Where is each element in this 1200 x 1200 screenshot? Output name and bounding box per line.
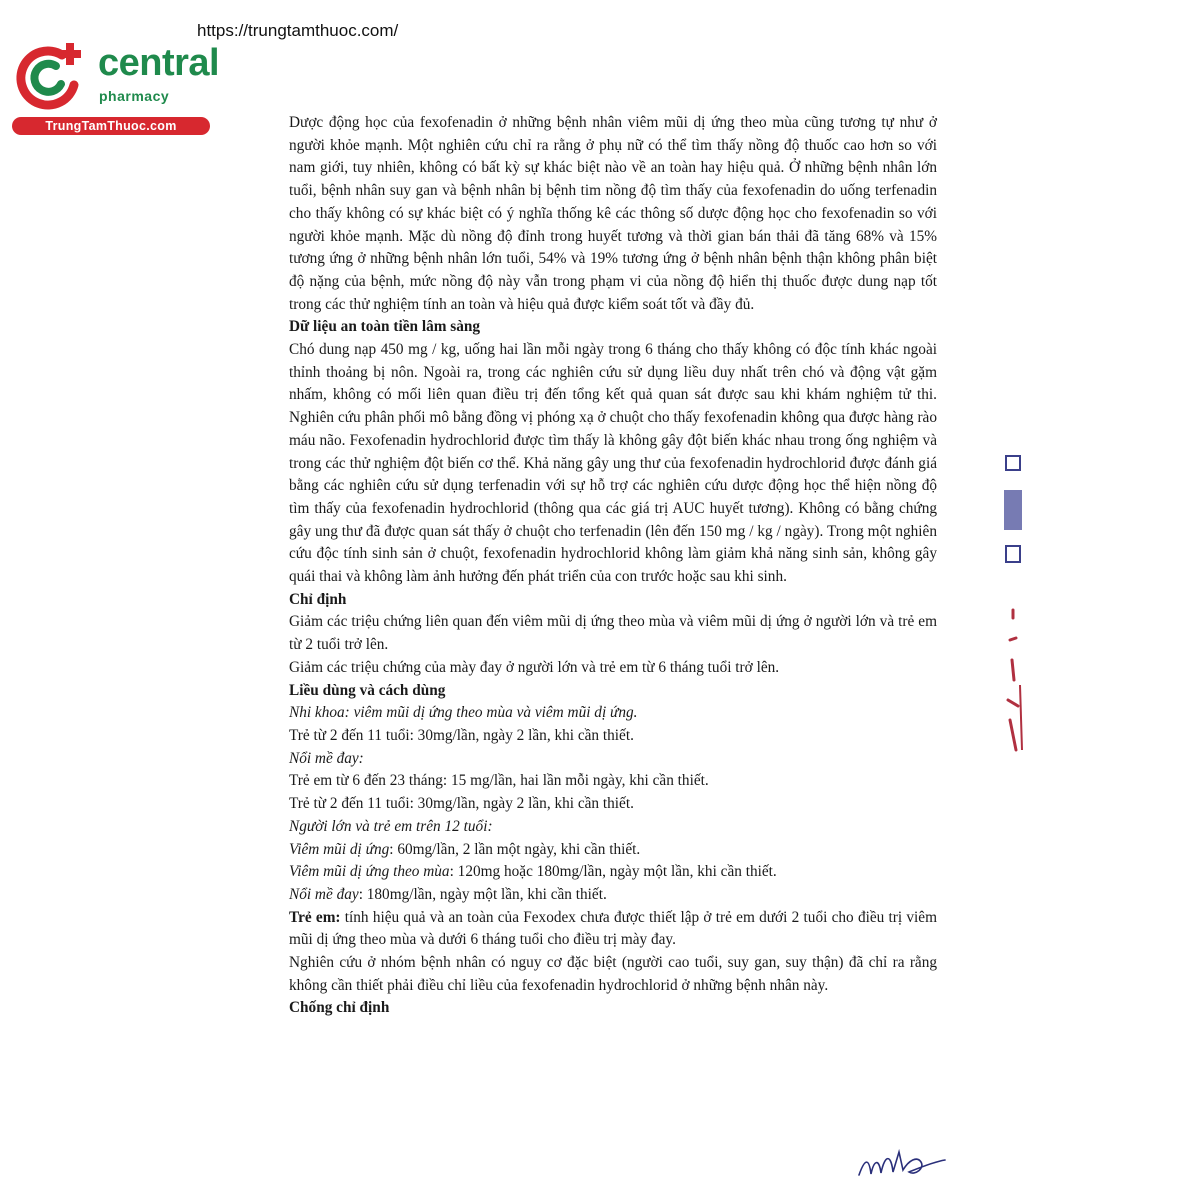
pharmacokinetics-paragraph: Dược động học của fexofenadin ở những bệnh nhân viêm mũi dị ứng theo mùa cũng tương tự như ở người khỏe mạnh. Một nghiên cứu chỉ ra rằng ở phụ nữ có thể tìm thấy nồng độ thuốc cao hơn so với nam giới, tuy nhiên, không có bất kỳ sự khác biệt nào về an toàn hay hiệu quả. Ở những bệnh nhân lớn tuổi, bệnh nhân suy gan và bệnh nhân bị bệnh tim nồng độ tìm thấy của fexofenadin do uống terfenadin cho thấy không có sự khác biệt có ý nghĩa thống kê các thông số dược động học cho fexofenadin so với người khỏe mạnh. Mặc dù nồng độ đỉnh trong huyết tương và thời gian bán thải đã tăng 68% và 15% tương ứng ở những bệnh nhân lớn tuổi, 54% và 19% tương ứng ở bệnh nhân bệnh thận không phân biệt độ nặng của bệnh, mức nồng độ này vẫn trong phạm vi của nồng độ hiển thị thuốc được dung nạp tốt trong các thử nghiệm tính an toàn và hiệu quả được kiểm soát tốt và đầy đủ. bbox=[289, 114, 937, 313]
source-url[interactable]: https://trungtamthuoc.com/ bbox=[197, 21, 399, 40]
children-note bbox=[289, 907, 937, 952]
brand-name: central bbox=[98, 42, 220, 84]
children-label: Trẻ em: bbox=[289, 908, 341, 926]
indication-item: Giảm các triệu chứng liên quan đến viêm mũi dị ứng theo mùa và viêm mũi dị ứng ở người lớn và trẻ em từ 2 tuổi trở lên. bbox=[289, 613, 937, 654]
dosage-heading: Liều dùng và cách dùng bbox=[289, 681, 446, 699]
dosage-line: Trẻ từ 2 đến 11 tuổi: 30mg/lần, ngày 2 lần, khi cần thiết. bbox=[289, 795, 634, 813]
brand-subtitle: pharmacy bbox=[99, 88, 170, 104]
children-text: tính hiệu quả và an toàn của Fexodex chưa được thiết lập ở trẻ em dưới 2 tuổi cho điều trị viêm mũi dị ứng theo mùa và dưới 6 tháng tuổi cho điều trị mày đay. bbox=[289, 908, 937, 949]
preclinical-paragraph: Chó dung nạp 450 mg / kg, uống hai lần mỗi ngày trong 6 tháng cho thấy không có độc tính khác ngoài thỉnh thoảng bị nôn. Ngoài ra, trong các nghiên cứu sử dụng liều duy nhất trên chó và động vật gặm nhấm, không có mối liên quan điều trị đến tổng kết quả quan sát được sau khi khám nghiệm tử thi. Nghiên cứu phân phối mô bằng đồng vị phóng xạ ở chuột cho thấy fexofenadin không qua được hàng rào máu não. Fexofenadin hydrochlorid được tìm thấy là không gây đột biến khác nhau trong ống nghiệm và trong các thử nghiệm đột biến cơ thể. Khả năng gây ung thư của fexofenadin hydrochlorid được đánh giá bằng các nghiên cứu sử dụng terfenadin với sự hỗ trợ các nghiên cứu dược động học thể hiện nồng độ tìm thấy của fexofenadin hydrochlorid (thông qua các giá trị AUC huyết tương). Không có bằng chứng gây ung thư đã được quan sát thấy ở chuột cho terfenadin (lên đến 150 mg / kg / ngày). Trong một nghiên cứu độc tính sinh sản ở chuột, fexofenadin hydrochlorid không làm giảm khả năng sinh sản, không gây quái thai và không làm ảnh hưởng đến phát triển của con trước hoặc sau khi sinh. bbox=[289, 341, 937, 586]
indication-item: Giảm các triệu chứng của mày đay ở người lớn và trẻ em từ 6 tháng tuổi trở lên. bbox=[289, 658, 780, 676]
dosage-line bbox=[289, 884, 937, 907]
dosage-value: : 180mg/lần, ngày một lần, khi cần thiết. bbox=[358, 885, 607, 903]
dosage-value: : 120mg hoặc 180mg/lần, ngày một lần, khi cần thiết. bbox=[449, 863, 777, 881]
dosage-value: : 60mg/lần, 2 lần một ngày, khi cần thiết. bbox=[389, 840, 641, 858]
dosage-subheading: Nổi mề đay: bbox=[289, 749, 364, 767]
dosage-line bbox=[289, 839, 937, 862]
signature-icon bbox=[855, 1140, 950, 1185]
contraindications-heading: Chống chỉ định bbox=[289, 999, 390, 1017]
pharmacy-cross-icon bbox=[10, 38, 90, 118]
dosage-label: Nổi mề đay bbox=[289, 885, 359, 903]
special-population-note: Nghiên cứu ở nhóm bệnh nhân có nguy cơ đặc biệt (người cao tuổi, suy gan, suy thận) đã chỉ ra rằng không cần thiết phải điều chỉ liều của fexofenadin hydrochlorid ở những bệnh nhân này. bbox=[289, 954, 937, 994]
dosage-label: Viêm mũi dị ứng theo mùa bbox=[289, 863, 450, 881]
preclinical-heading: Dữ liệu an toàn tiền lâm sàng bbox=[289, 318, 481, 336]
indications-heading: Chỉ định bbox=[289, 590, 347, 608]
brand-banner: TrungTamThuoc.com bbox=[12, 117, 210, 135]
dosage-label: Viêm mũi dị ứng bbox=[289, 840, 390, 858]
seal-stamp-edge bbox=[1000, 450, 1026, 760]
brand-logo[interactable] bbox=[10, 36, 220, 136]
document-body bbox=[289, 112, 937, 1020]
dosage-line: Trẻ từ 2 đến 11 tuổi: 30mg/lần, ngày 2 lần, khi cần thiết. bbox=[289, 726, 634, 744]
dosage-subheading: Người lớn và trẻ em trên 12 tuổi: bbox=[289, 817, 493, 835]
dosage-subheading: Nhi khoa: viêm mũi dị ứng theo mùa và viêm mũi dị ứng. bbox=[289, 704, 638, 722]
dosage-line: Trẻ em từ 6 đến 23 tháng: 15 mg/lần, hai lần mỗi ngày, khi cần thiết. bbox=[289, 772, 709, 790]
dosage-line bbox=[289, 861, 937, 884]
